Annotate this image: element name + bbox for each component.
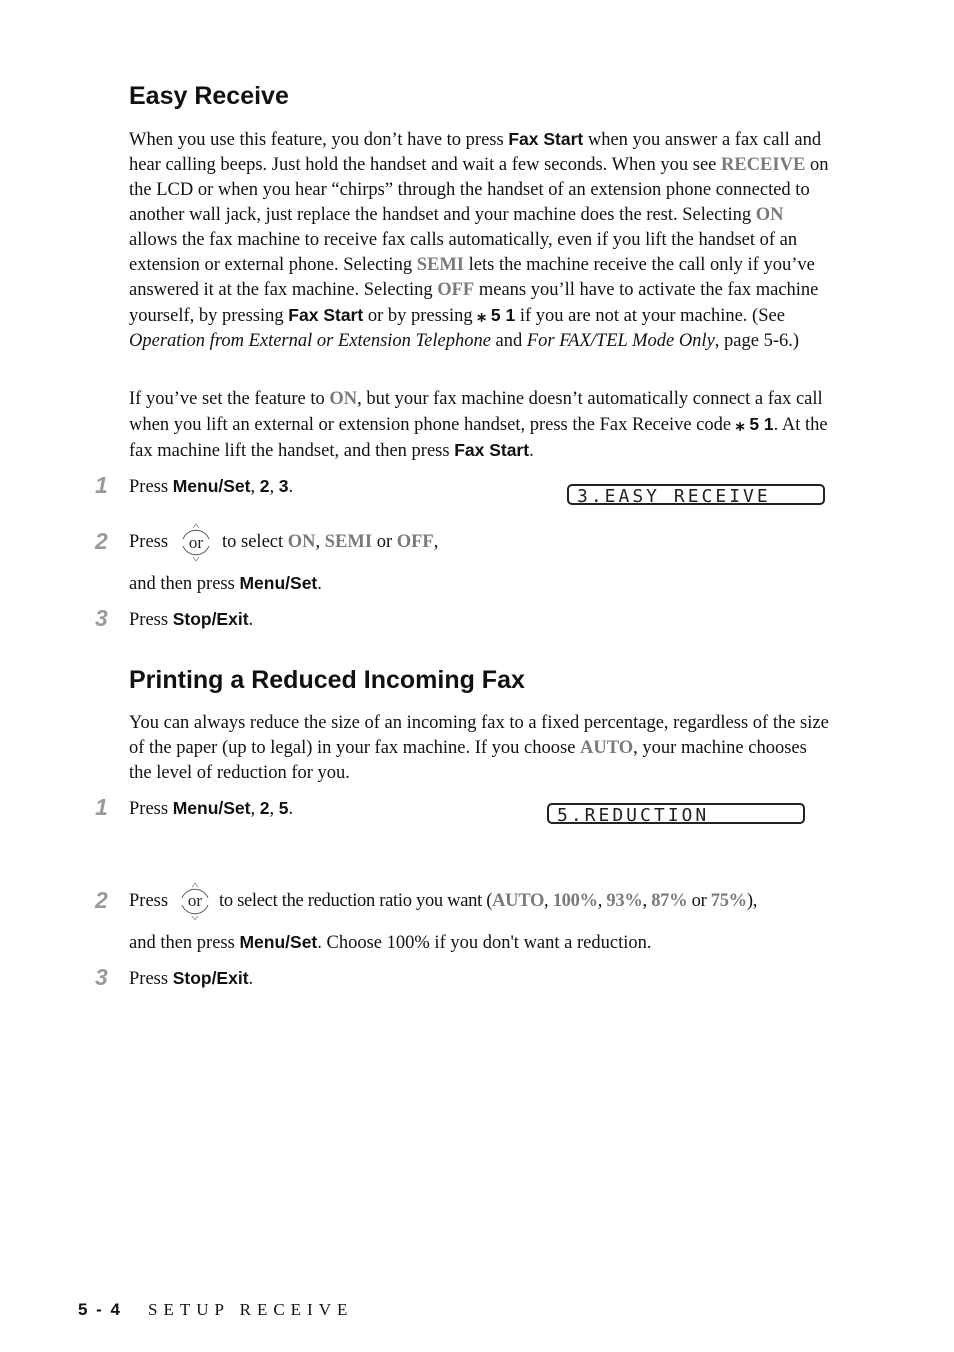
bold-key-text: Menu/Set bbox=[172, 798, 251, 818]
step-number: 1 bbox=[95, 794, 108, 820]
step-2-text-continued: and then press Menu/Set. bbox=[129, 573, 322, 594]
step-number: 3 bbox=[95, 964, 108, 990]
bold-key-text: 2 bbox=[259, 798, 270, 818]
step-number: 1 bbox=[95, 472, 108, 498]
step-1-text: Press Menu/Set, 2, 5. bbox=[129, 798, 294, 819]
up-down-navigation-key-icon bbox=[178, 519, 214, 565]
step-2-text-prefix: Press bbox=[129, 532, 169, 552]
menu-option-text: OFF bbox=[437, 280, 475, 300]
bold-key-text: Menu/Set bbox=[172, 476, 251, 496]
reduction-paragraph: You can always reduce the size of an incoming fax to a fixed percentage, regardless of the size of the paper (up to legal) in your fax machine. If you choose AUTO, your machine chooses the level of reduction for you. bbox=[129, 713, 829, 783]
bold-key-text: 5 bbox=[278, 798, 289, 818]
lcd-display: 3.EASY RECEIVE bbox=[567, 484, 825, 505]
bold-key-text: ⁎ 5 1 bbox=[477, 305, 516, 325]
step-3-text: Press Stop/Exit. bbox=[129, 609, 254, 630]
menu-option-text: SEMI bbox=[324, 532, 373, 552]
menu-option-text: AUTO bbox=[492, 891, 545, 911]
easy-receive-paragraph-1: When you use this feature, you don’t have to press Fax Start when you answer a fax call and hear calling beeps. Just hold the handset and wait a few seconds. When you see RECEIVE on the LCD or when you hear “chirps” through the handset of an extension phone connected to another wall jack, just replace the handset and your machine does the rest. Selecting ON allows the fax machine to receive fax calls automatically, even if you lift the handset of an extension or external phone. Selecting SEMI lets the machine receive the call only if you’ve answered it at the fax machine. Selecting OFF means you’ll have to activate the fax machine yourself, by pressing Fax Start or by pressing ⁎ 5 1 if you are not at your machine. (See Operation from External or Extension Telephone and For FAX/TEL Mode Only, page 5-6.) bbox=[129, 129, 829, 351]
key-label: or bbox=[188, 533, 204, 552]
step-number: 2 bbox=[95, 528, 108, 554]
menu-option-text: ON bbox=[287, 532, 316, 552]
section-heading-reduced-fax: Printing a Reduced Incoming Fax bbox=[129, 666, 525, 694]
reference-title: For FAX/TEL Mode Only bbox=[526, 331, 715, 351]
section-heading-easy-receive: Easy Receive bbox=[129, 82, 289, 110]
menu-option-text: RECEIVE bbox=[721, 155, 806, 175]
bold-key-text: 3 bbox=[278, 476, 289, 496]
key-label: or bbox=[187, 891, 203, 910]
menu-option-text: AUTO bbox=[580, 738, 634, 758]
bold-key-text: 2 bbox=[259, 476, 270, 496]
page-footer bbox=[78, 1300, 353, 1320]
bold-key-text: Fax Start bbox=[508, 129, 584, 149]
step-2-text-prefix: Press bbox=[129, 891, 169, 911]
menu-option-text: 87% bbox=[651, 891, 688, 911]
menu-option-text: SEMI bbox=[416, 255, 464, 275]
menu-option-text: 100% bbox=[552, 891, 598, 911]
lcd-display: 5.REDUCTION bbox=[547, 803, 805, 824]
step-2-text-options: to select ON, SEMI or OFF, bbox=[222, 532, 439, 552]
bold-key-text: Fax Start bbox=[288, 305, 364, 325]
bold-key-text: Menu/Set bbox=[239, 573, 318, 593]
easy-receive-paragraph-2: If you’ve set the feature to ON, but your fax machine doesn’t automatically connect a fax call when you lift an external or extension phone handset, press the Fax Receive code ⁎ 5 1. At the fax machine lift the handset, and then press Fax Start. bbox=[129, 389, 828, 461]
step-1-text: Press Menu/Set, 2, 3. bbox=[129, 476, 294, 497]
footer-section-title: SETUP RECEIVE bbox=[148, 1300, 354, 1319]
menu-option-text: 75% bbox=[710, 891, 747, 911]
reference-title: Operation from External or Extension Telephone bbox=[129, 331, 491, 351]
step-2-text-options: to select the reduction ratio you want (AUTO, 100%, 93%, 87% or 75%), bbox=[219, 891, 758, 911]
menu-option-text: ON bbox=[755, 205, 784, 225]
step-number: 3 bbox=[95, 605, 108, 631]
menu-option-text: ON bbox=[329, 389, 358, 409]
bold-key-text: Fax Start bbox=[454, 440, 530, 460]
step-number: 2 bbox=[95, 887, 108, 913]
menu-option-text: OFF bbox=[396, 532, 434, 552]
step-2-text-continued: and then press Menu/Set. Choose 100% if you don't want a reduction. bbox=[129, 932, 652, 953]
bold-key-text: Menu/Set bbox=[239, 932, 318, 952]
bold-key-text: ⁎ 5 1 bbox=[735, 414, 774, 434]
page-number: 5 - 4 bbox=[78, 1300, 123, 1319]
step-3-text: Press Stop/Exit. bbox=[129, 968, 254, 989]
bold-key-text: Stop/Exit bbox=[172, 968, 249, 988]
up-down-navigation-key-icon bbox=[177, 878, 213, 924]
bold-key-text: Stop/Exit bbox=[172, 609, 249, 629]
menu-option-text: 93% bbox=[606, 891, 643, 911]
